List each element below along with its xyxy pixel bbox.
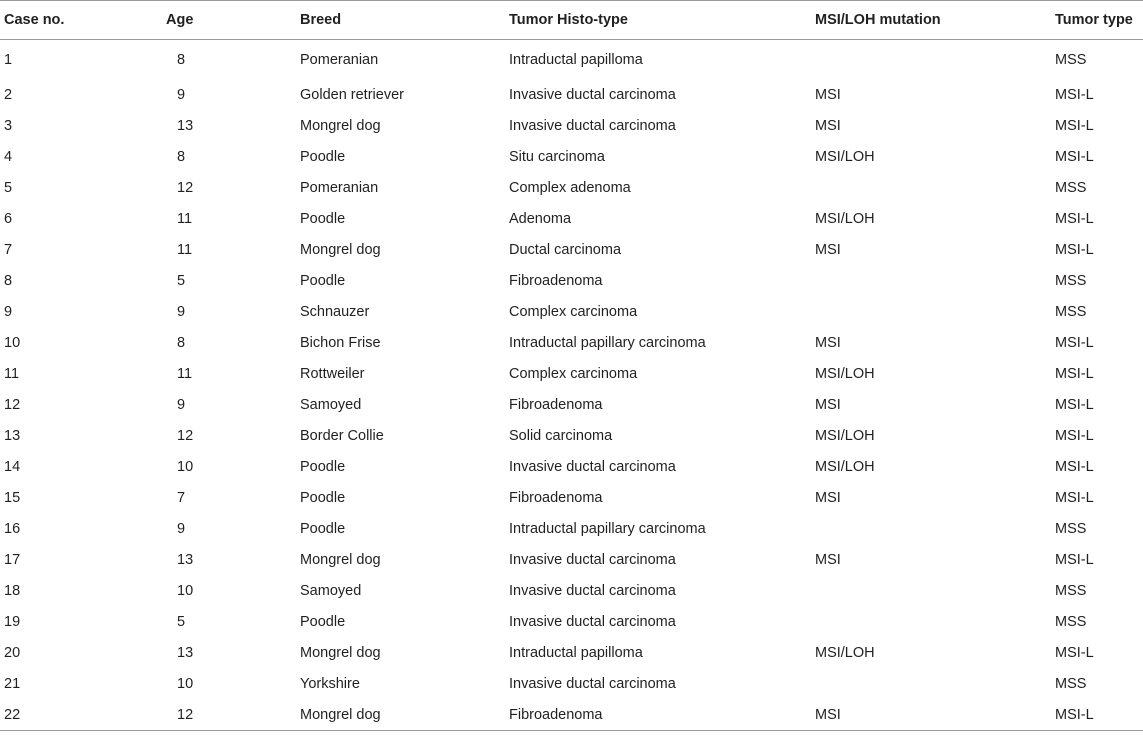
cell-breed: Pomeranian (300, 51, 379, 68)
table-row (0, 234, 1143, 265)
cell-tumor-histo-type: Solid carcinoma (509, 427, 613, 444)
cell-age: 12 (177, 427, 194, 444)
cell-msi-loh-mutation (811, 40, 1051, 80)
cell-breed: Poodle (300, 520, 346, 537)
cell-tumor-type: MSS (1055, 179, 1087, 196)
cell-msi-loh-mutation: MSI (815, 396, 841, 413)
cell-case-no: 9 (4, 303, 13, 320)
table-header (0, 1, 1143, 40)
cell-tumor-histo-type: Invasive ductal carcinoma (509, 613, 676, 630)
table-row (0, 451, 1143, 482)
cell-msi-loh-mutation: MSI/LOH (815, 427, 875, 444)
table-row (0, 606, 1143, 637)
cell-msi-loh-mutation (811, 575, 1051, 606)
cell-age: 12 (177, 179, 194, 196)
cell-tumor-histo-type: Invasive ductal carcinoma (509, 458, 676, 475)
cell-age: 10 (177, 458, 194, 475)
cell-tumor-histo-type: Fibroadenoma (509, 272, 603, 289)
cell-case-no: 7 (4, 241, 13, 258)
cell-tumor-type: MSI-L (1055, 396, 1094, 413)
cell-msi-loh-mutation: MSI/LOH (815, 365, 875, 382)
header-tumor-histo-type: Tumor Histo-type (505, 1, 811, 40)
cell-tumor-type: MSI-L (1055, 458, 1094, 475)
cell-tumor-histo-type: Ductal carcinoma (509, 241, 622, 258)
cell-case-no: 13 (4, 427, 21, 444)
cell-case-no: 18 (4, 582, 21, 599)
cell-breed: Mongrel dog (296, 699, 505, 731)
cell-age: 9 (177, 86, 186, 103)
table-row (0, 544, 1143, 575)
cell-msi-loh-mutation: MSI/LOH (815, 458, 875, 475)
cell-tumor-type: MSS (1055, 51, 1087, 68)
table-row (0, 327, 1143, 358)
cell-case-no: 21 (4, 675, 21, 692)
cell-tumor-type: MSI-L (1051, 699, 1143, 731)
cell-age: 8 (177, 51, 186, 68)
cell-case-no: 22 (0, 699, 166, 731)
header-tumor-type: Tumor type (1051, 1, 1143, 40)
cell-breed: Rottweiler (300, 365, 365, 382)
cell-tumor-type: MSI-L (1055, 334, 1094, 351)
cell-breed: Mongrel dog (300, 241, 381, 258)
cell-msi-loh-mutation (811, 172, 1051, 203)
cell-tumor-histo-type: Complex carcinoma (509, 303, 638, 320)
cell-tumor-histo-type: Intraductal papilloma (509, 644, 643, 661)
cell-msi-loh-mutation (811, 513, 1051, 544)
cell-tumor-histo-type: Invasive ductal carcinoma (509, 86, 676, 103)
cell-age: 9 (177, 396, 186, 413)
cell-tumor-histo-type: Adenoma (509, 210, 572, 227)
cell-tumor-histo-type: Intraductal papillary carcinoma (509, 334, 706, 351)
cell-breed: Samoyed (300, 582, 362, 599)
table-row (0, 637, 1143, 668)
cell-tumor-histo-type: Fibroadenoma (509, 489, 603, 506)
cell-case-no: 17 (4, 551, 21, 568)
cell-tumor-histo-type: Fibroadenoma (505, 699, 811, 731)
cell-msi-loh-mutation: MSI/LOH (815, 210, 875, 227)
cell-tumor-histo-type: Intraductal papillary carcinoma (509, 520, 706, 537)
cell-age: 8 (177, 334, 186, 351)
cell-age: 5 (177, 272, 186, 289)
cell-breed: Samoyed (300, 396, 362, 413)
cell-breed: Mongrel dog (300, 117, 381, 134)
cell-breed: Pomeranian (300, 179, 379, 196)
cell-breed: Mongrel dog (300, 551, 381, 568)
cell-breed: Poodle (300, 613, 346, 630)
cell-msi-loh-mutation: MSI/LOH (815, 148, 875, 165)
cell-age: 5 (177, 613, 186, 630)
cell-breed: Bichon Frise (300, 334, 381, 351)
table-row (0, 358, 1143, 389)
cell-tumor-histo-type: Invasive ductal carcinoma (509, 117, 676, 134)
cell-tumor-histo-type: Complex adenoma (509, 179, 631, 196)
cell-age: 8 (177, 148, 186, 165)
cell-tumor-histo-type: Invasive ductal carcinoma (509, 582, 676, 599)
cell-case-no: 10 (4, 334, 21, 351)
cell-case-no: 19 (4, 613, 21, 630)
header-age: Age (166, 1, 296, 40)
cell-age: 11 (177, 241, 193, 258)
cell-age: 9 (177, 520, 186, 537)
cell-breed: Poodle (300, 210, 346, 227)
header-breed: Breed (296, 1, 505, 40)
cell-tumor-histo-type: Invasive ductal carcinoma (509, 675, 676, 692)
cell-age: 11 (177, 365, 193, 382)
cell-msi-loh-mutation (811, 606, 1051, 637)
cell-msi-loh-mutation (811, 296, 1051, 327)
cell-age: 13 (177, 644, 194, 661)
table-row (0, 513, 1143, 544)
cell-msi-loh-mutation (811, 668, 1051, 699)
cell-breed: Yorkshire (300, 675, 360, 692)
cell-tumor-type: MSS (1055, 272, 1087, 289)
cell-case-no: 5 (4, 179, 13, 196)
cell-age: 13 (177, 551, 194, 568)
cell-tumor-type: MSS (1055, 675, 1087, 692)
cell-case-no: 6 (4, 210, 13, 227)
cell-msi-loh-mutation: MSI (811, 699, 1051, 731)
cell-breed: Poodle (300, 272, 346, 289)
cell-breed: Mongrel dog (300, 644, 381, 661)
cell-breed: Poodle (300, 458, 346, 475)
table-body (0, 40, 1143, 731)
cell-msi-loh-mutation: MSI (815, 489, 841, 506)
cell-case-no: 12 (4, 396, 21, 413)
cell-age: 12 (166, 699, 296, 731)
cell-age: 9 (177, 303, 186, 320)
table-row (0, 389, 1143, 420)
cell-tumor-type: MSI-L (1055, 427, 1094, 444)
table-row (0, 699, 1143, 731)
cell-tumor-histo-type: Intraductal papilloma (509, 51, 643, 68)
cell-age: 10 (177, 675, 194, 692)
cell-msi-loh-mutation: MSI (815, 334, 841, 351)
cell-age: 10 (177, 582, 194, 599)
table-row (0, 40, 1143, 80)
cell-breed: Poodle (300, 148, 346, 165)
cell-case-no: 15 (4, 489, 21, 506)
cell-tumor-type: MSS (1055, 582, 1087, 599)
cell-tumor-type: MSS (1055, 520, 1087, 537)
table-row (0, 172, 1143, 203)
table-row (0, 141, 1143, 172)
cell-case-no: 14 (4, 458, 21, 475)
cell-age: 11 (177, 210, 193, 227)
cell-msi-loh-mutation: MSI (815, 241, 841, 258)
cell-case-no: 16 (4, 520, 21, 537)
cell-tumor-type: MSS (1055, 303, 1087, 320)
cell-tumor-type: MSS (1055, 613, 1087, 630)
header-msi-loh-mutation: MSI/LOH mutation (811, 1, 1051, 40)
cell-breed: Border Collie (300, 427, 384, 444)
cell-tumor-type: MSI-L (1055, 489, 1094, 506)
cell-case-no: 2 (4, 86, 13, 103)
cell-tumor-type: MSI-L (1055, 241, 1094, 258)
table-row (0, 265, 1143, 296)
cell-msi-loh-mutation (811, 265, 1051, 296)
cell-tumor-histo-type: Fibroadenoma (509, 396, 603, 413)
table-row (0, 668, 1143, 699)
cell-msi-loh-mutation: MSI (815, 86, 841, 103)
cell-msi-loh-mutation: MSI (815, 551, 841, 568)
cell-case-no: 4 (4, 148, 13, 165)
cell-tumor-type: MSI-L (1055, 86, 1094, 103)
cell-breed: Schnauzer (300, 303, 370, 320)
cell-case-no: 8 (4, 272, 13, 289)
cell-tumor-histo-type: Complex carcinoma (509, 365, 638, 382)
table-row (0, 203, 1143, 234)
cell-breed: Poodle (300, 489, 346, 506)
cell-tumor-type: MSI-L (1055, 365, 1094, 382)
cell-tumor-type: MSI-L (1055, 644, 1094, 661)
table-row (0, 110, 1143, 141)
cell-case-no: 20 (4, 644, 21, 661)
cell-tumor-type: MSI-L (1055, 117, 1094, 134)
table-row (0, 296, 1143, 327)
header-case-no: Case no. (0, 1, 166, 40)
cell-tumor-type: MSI-L (1055, 551, 1094, 568)
table-row (0, 420, 1143, 451)
cell-case-no: 1 (4, 51, 13, 68)
cell-msi-loh-mutation: MSI/LOH (815, 644, 875, 661)
cell-tumor-type: MSI-L (1055, 148, 1094, 165)
cell-tumor-histo-type: Invasive ductal carcinoma (509, 551, 676, 568)
cell-tumor-type: MSI-L (1055, 210, 1094, 227)
cell-age: 13 (177, 117, 194, 134)
cell-breed: Golden retriever (300, 86, 404, 103)
header-row (0, 1, 1143, 40)
cell-case-no: 3 (4, 117, 13, 134)
cell-case-no: 11 (4, 365, 20, 382)
cell-msi-loh-mutation: MSI (815, 117, 841, 134)
cell-tumor-histo-type: Situ carcinoma (509, 148, 605, 165)
cell-age: 7 (177, 489, 186, 506)
table-row (0, 575, 1143, 606)
table-row (0, 79, 1143, 110)
table-row (0, 482, 1143, 513)
